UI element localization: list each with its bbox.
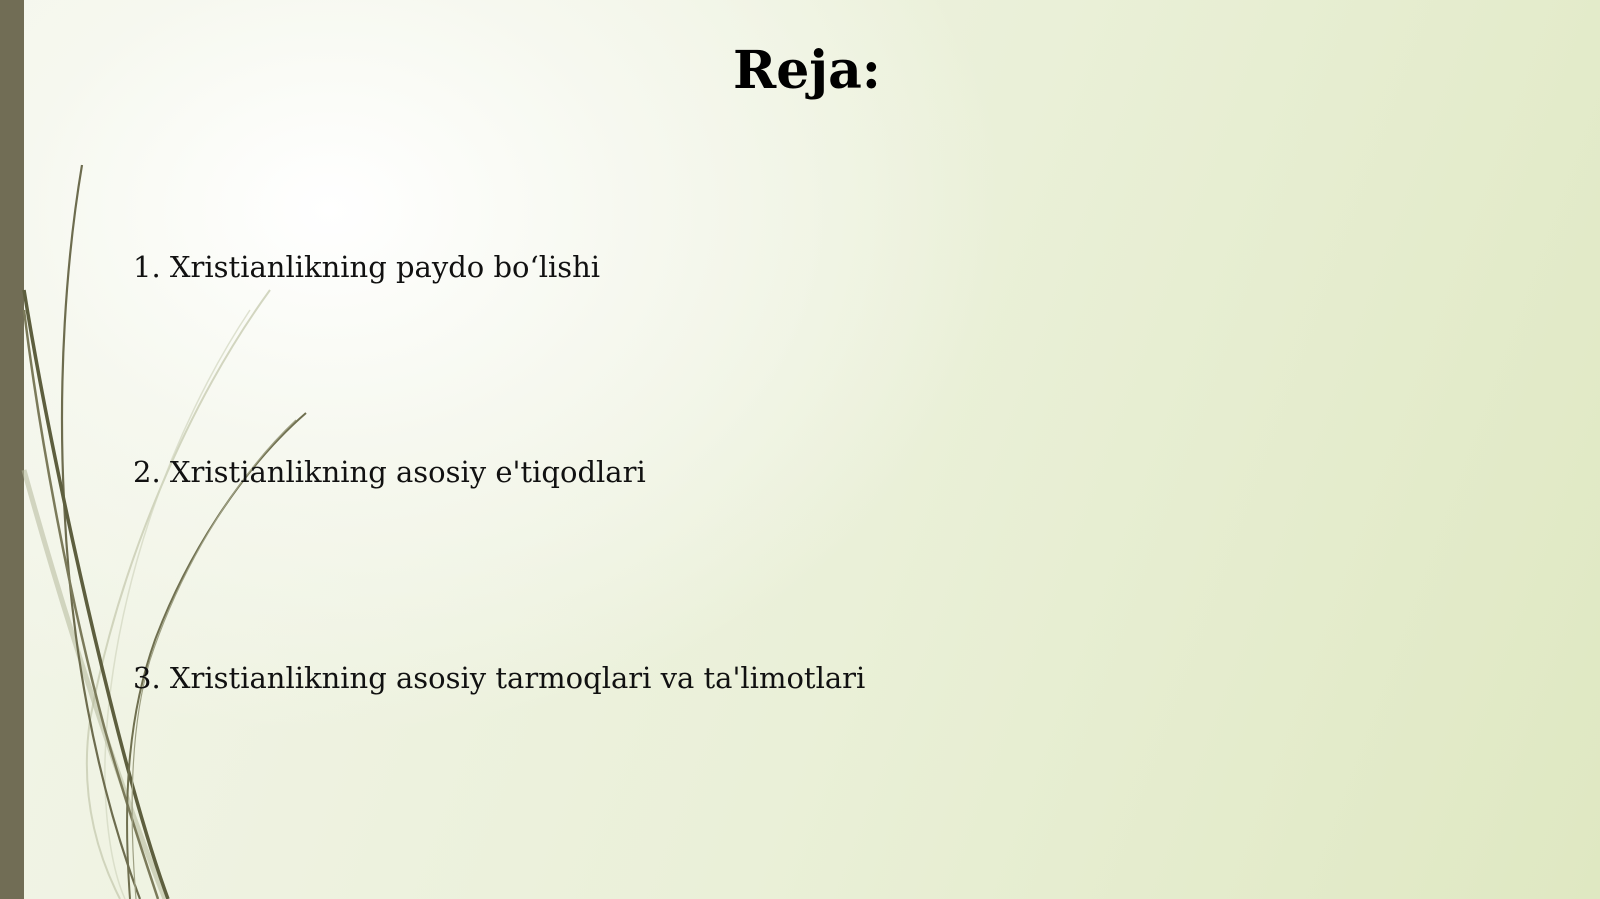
grass-blade-faint-1 [87, 290, 270, 899]
slide-title: Reja: [732, 40, 881, 101]
grass-blade-curve-light [132, 420, 296, 899]
plan-item-1: 1. Xristianlikning paydo bo‘lishi [133, 250, 601, 284]
plan-item-2: 2. Xristianlikning asosiy e'tiqodlari [133, 455, 646, 489]
grass-blade-main [24, 290, 168, 899]
grass-blades-ornament [0, 0, 340, 899]
plan-item-3: 3. Xristianlikning asosiy tarmoqlari va ta'limotlari [133, 661, 866, 695]
